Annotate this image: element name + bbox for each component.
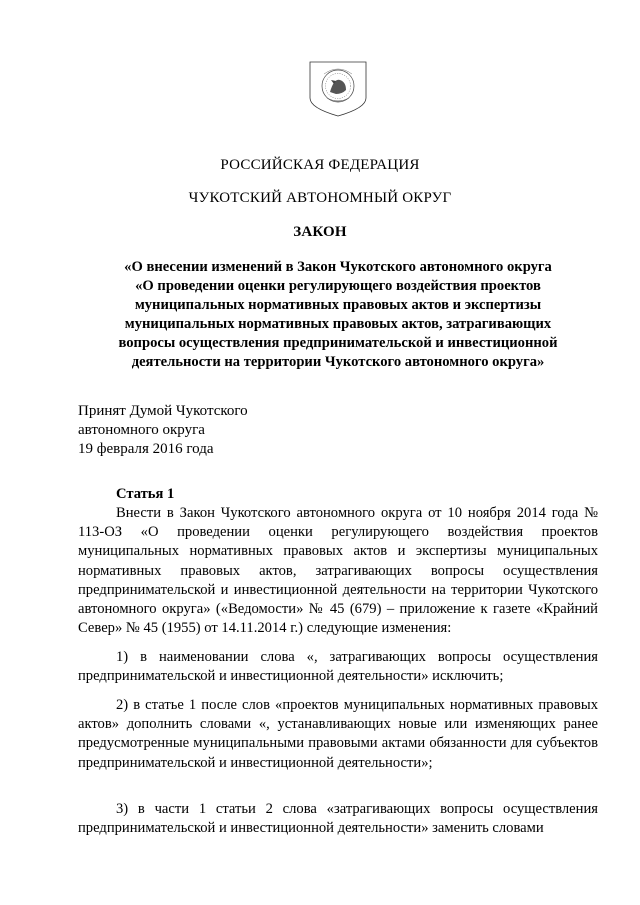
adoption-info xyxy=(78,402,248,459)
coat-of-arms-emblem xyxy=(300,58,376,118)
amendment-item-3-block xyxy=(78,800,598,838)
amendment-item-1-block xyxy=(78,648,598,686)
region-heading: ЧУКОТСКИЙ АВТОНОМНЫЙ ОКРУГ xyxy=(188,190,452,206)
law-title-line: муниципальных нормативных правовых актов, затрагивающих xyxy=(124,316,552,332)
law-title-line: «О внесении изменений в Закон Чукотского автономного округа xyxy=(124,259,552,275)
law-title-line: вопросы осуществления предпринимательской и инвестиционной xyxy=(118,335,558,351)
adoption-line: автономного округа xyxy=(78,422,205,438)
adoption-date: 19 февраля 2016 года xyxy=(78,441,214,457)
article-heading: Статья 1 xyxy=(116,486,175,502)
amendment-item-2: 2) в статье 1 после слов «проектов муниципальных нормативных правовых актов» дополнить словами «, устанавливающих новые или изменяющих ранее предусмотренные муниципальными правовыми актами обязанности для субъектов предпринимательской и инвестиционной деятельности»; xyxy=(78,697,598,771)
amendment-item-2-block xyxy=(78,696,598,773)
law-title xyxy=(88,258,588,372)
amendment-item-1: 1) в наименовании слова «, затрагивающих вопросы осуществления предпринимательской и инвестиционной деятельности» исключить; xyxy=(78,649,598,685)
adoption-line: Принят Думой Чукотского xyxy=(78,403,248,419)
article-intro-block xyxy=(78,504,598,638)
country-heading: РОССИЙСКАЯ ФЕДЕРАЦИЯ xyxy=(220,157,420,173)
article-intro-paragraph: Внести в Закон Чукотского автономного округа от 10 ноября 2014 года № 113-ОЗ «О проведении оценки регулирующего воздействия проектов муниципальных нормативных правовых актов и экспертизы муниципальных нормативных правовых актов, затрагивающих вопросы осуществления предпринимательской и инвестиционной деятельности на территории Чукотского автономного округа» («Ведомости» № 45 (679) – приложение к газете «Крайний Север» № 45 (1955) от 14.11.2014 г.) следующие изменения: xyxy=(78,505,598,637)
law-title-line: деятельности на территории Чукотского автономного округа» xyxy=(131,354,545,370)
amendment-item-3: 3) в части 1 статьи 2 слова «затрагивающих вопросы осуществления предпринимательской и инвестиционной деятельности» заменить словами xyxy=(78,801,598,837)
law-title-line: муниципальных нормативных правовых актов и экспертизы xyxy=(134,297,542,313)
document-type-heading: ЗАКОН xyxy=(293,224,347,240)
law-title-line: «О проведении оценки регулирующего воздействия проектов xyxy=(135,278,541,294)
